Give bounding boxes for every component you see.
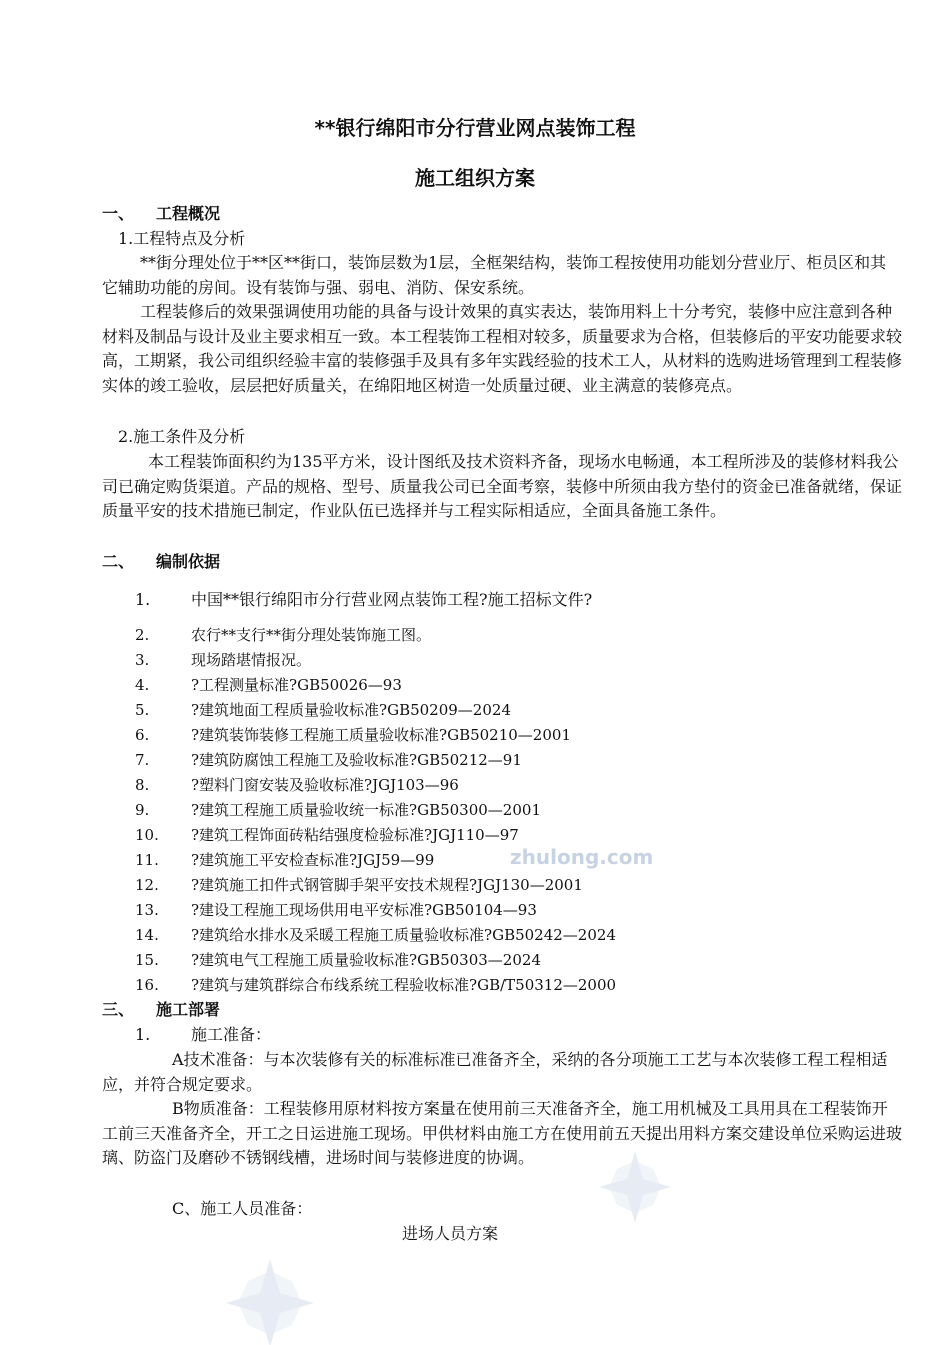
reference-text: 现场踏堪情报况。 [191, 651, 312, 669]
subheading-1-1: 1.工程特点及分析 [118, 229, 246, 248]
reference-item [135, 973, 616, 997]
reference-text: ?建筑与建筑群综合布线系统工程验收标准?GB/T50312—2000 [191, 976, 617, 994]
reference-item [135, 588, 592, 612]
paragraph: 工程装修后的效果强调使用功能的具备与设计效果的真实表达，装饰用料上十分考究，装修中应注意到各种材料及制品与设计及业主要求相互一致。本工程装饰工程相对较多，质量要求为合格，但装修后的平安功能要求较高，工期紧，我公司组织经验丰富的装修强手及具有多年实践经验的技术工人，从材料的选购进场管理到工程装修实体的竣工验收，层层把好质量关，在绵阳地区树造一处质量过硬、业主满意的装修亮点。 [102, 302, 903, 395]
reference-item [135, 773, 459, 797]
reference-number: 13. [135, 901, 159, 919]
reference-text: ?建筑工程饰面砖粘结强度检验标准?JGJ110—97 [191, 826, 519, 844]
reference-item [135, 923, 616, 947]
section-heading-2: 二、 编制依据 [102, 552, 221, 571]
reference-text: ?建筑防腐蚀工程施工及验收标准?GB50212—91 [191, 751, 522, 769]
reference-text: ?建筑施工平安检查标准?JGJ59—99 [191, 851, 435, 869]
reference-item [135, 623, 431, 647]
reference-item [135, 748, 522, 772]
reference-item [135, 898, 537, 922]
reference-number: 3. [135, 651, 150, 669]
subheading-3-1: 1. 施工准备： [135, 1025, 272, 1044]
reference-text: ?建筑给水排水及采暖工程施工质量验收标准?GB50242—2024 [191, 926, 616, 944]
reference-number: 16. [135, 976, 159, 994]
reference-number: 9. [135, 801, 150, 819]
reference-item [135, 848, 434, 872]
reference-item [135, 823, 519, 847]
paragraph: **街分理处位于**区**街口，装饰层数为1层，全框架结构，装饰工程按使用功能划分营业厅、柜员区和其它辅助功能的房间。设有装饰与强、弱电、消防、保安系统。 [102, 253, 887, 297]
reference-item [135, 948, 541, 972]
reference-number: 6. [135, 726, 150, 744]
table-caption: 进场人员方案 [401, 1224, 498, 1243]
reference-item [135, 673, 402, 697]
reference-text: ?建筑地面工程质量验收标准?GB50209—2024 [191, 701, 511, 719]
reference-number: 8. [135, 776, 150, 794]
reference-text: ?建筑电气工程施工质量验收标准?GB50303—2024 [191, 951, 541, 969]
reference-text: 中国**银行绵阳市分行营业网点装饰工程?施工招标文件? [191, 590, 593, 609]
reference-item [135, 648, 311, 672]
document-title: **银行绵阳市分行营业网点装饰工程 [314, 116, 636, 140]
reference-item [135, 698, 511, 722]
reference-text: ?建筑装饰装修工程施工质量验收标准?GB50210—2001 [191, 726, 571, 744]
document-subtitle: 施工组织方案 [415, 166, 535, 190]
reference-number: 2. [135, 626, 150, 644]
reference-number: 12. [135, 876, 159, 894]
reference-text: ?建设工程施工现场供用电平安标准?GB50104—93 [191, 901, 537, 919]
reference-number: 11. [135, 851, 159, 869]
reference-number: 14. [135, 926, 159, 944]
reference-item [135, 723, 571, 747]
section-heading-1: 一、 工程概况 [102, 204, 221, 223]
watermark-flake-icon [215, 1255, 325, 1345]
subheading-1-2: 2.施工条件及分析 [118, 427, 246, 446]
reference-item [135, 798, 541, 822]
reference-item [135, 873, 583, 897]
reference-text: ?建筑施工扣件式钢管脚手架平安技术规程?JGJ130—2001 [191, 876, 583, 894]
reference-number: 1. [135, 590, 151, 609]
reference-text: ?建筑工程施工质量验收统一标准?GB50300—2001 [191, 801, 541, 819]
paragraph: 本工程装饰面积约为135平方米，设计图纸及技术资料齐备，现场水电畅通，本工程所涉及的装修材料我公司已确定购货渠道。产品的规格、型号、质量我公司已全面考察，装修中所须由我方垫付的资金已准备就绪，保证质量平安的技术措施已制定，作业队伍已选择并与工程实际相适应，全面具备施工条件。 [102, 452, 903, 520]
paragraph: B物质准备：工程装修用原材料按方案量在使用前三天准备齐全，施工用机械及工具用具在工程装饰开工前三天准备齐全，开工之日运进施工现场。甲供材料由施工方在使用前五天提出用料方案交建设单位采购运进玻璃、防盗门及磨砂不锈钢线槽，进场时间与装修进度的协调。 [102, 1099, 903, 1167]
section-heading-3: 三、 施工部署 [102, 1000, 221, 1019]
reference-text: ?工程测量标准?GB50026—93 [191, 676, 402, 694]
paragraph: A技术准备：与本次装修有关的标准标准已准备齐全，采纳的各分项施工工艺与本次装修工程工程相适应，并符合规定要求。 [102, 1050, 888, 1094]
watermark-text: zhulong.com [510, 845, 654, 869]
reference-number: 15. [135, 951, 159, 969]
paragraph: C、施工人员准备： [172, 1199, 313, 1218]
reference-text: 农行**支行**街分理处装饰施工图。 [191, 626, 432, 644]
reference-number: 7. [135, 751, 150, 769]
reference-number: 4. [135, 676, 150, 694]
reference-text: ?塑料门窗安装及验收标准?JGJ103—96 [191, 776, 459, 794]
reference-number: 5. [135, 701, 150, 719]
reference-number: 10. [135, 826, 159, 844]
